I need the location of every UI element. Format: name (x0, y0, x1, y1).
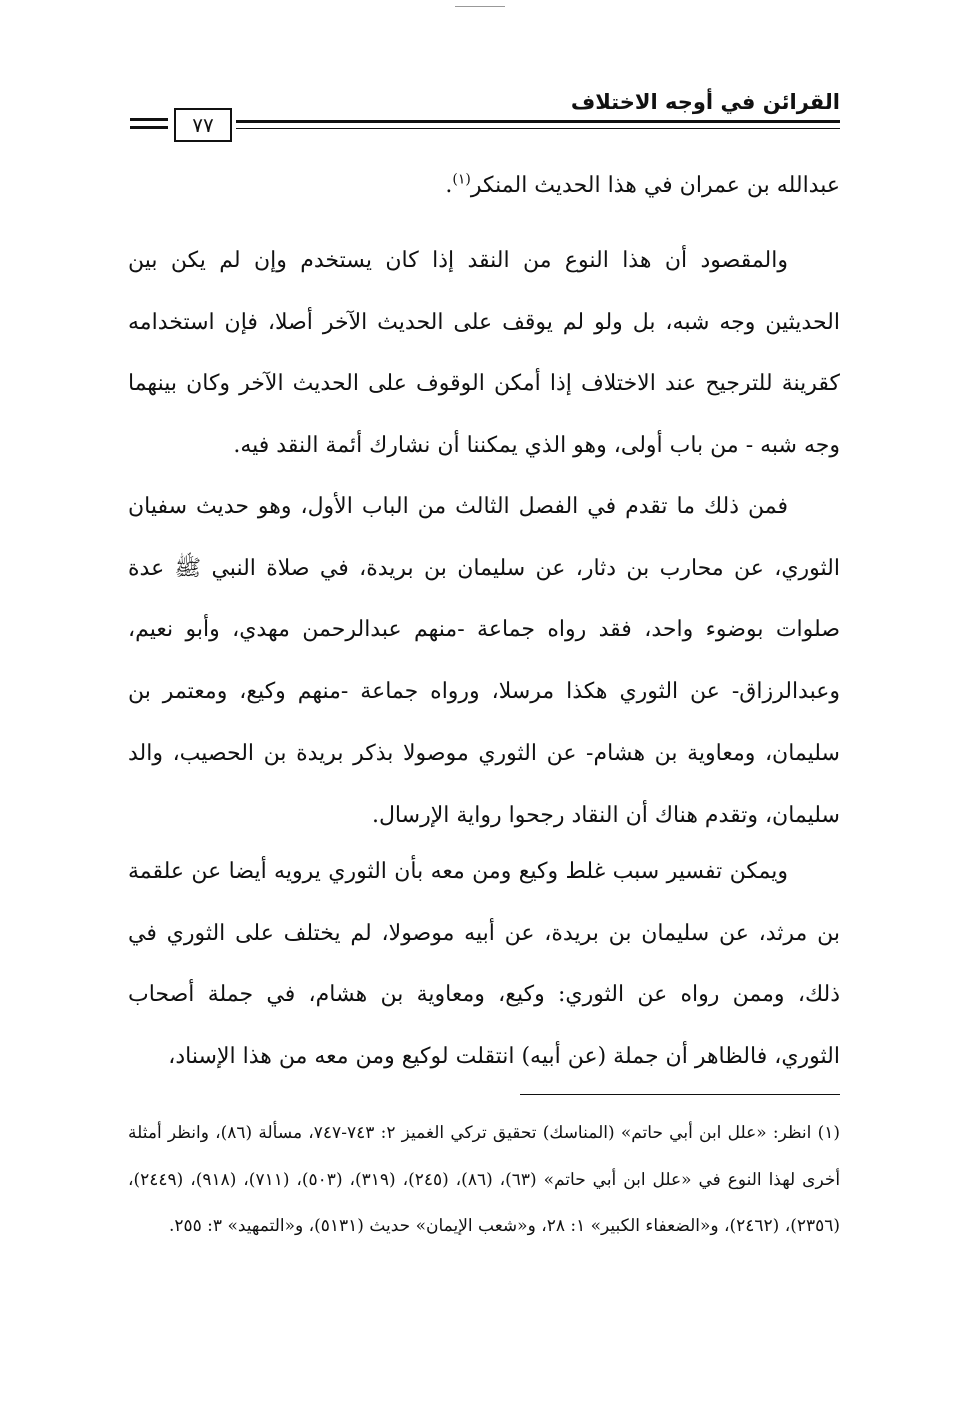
paragraph-3-text: ويمكن تفسير سبب غلط وكيع ومن معه بأن الثوري يرويه أيضا عن علقمة بن مرثد، عن سليمان بن بريدة، عن أبيه موصولا، لم يختلف على الثوري في ذلك، وممن رواه عن الثوري: وكيع، ومعاوية بن هشام، في جملة أصحاب الثوري، فالظاهر أن جملة (عن أبيه) انتقلت لوكيع ومن معه من هذا الإسناد، (128, 859, 840, 1070)
header-rule-left-upper (130, 118, 168, 121)
page-number: ٧٧ (192, 113, 214, 137)
paragraph-1-text: والمقصود أن هذا النوع من النقد إذا كان يستخدم وإن لم يكن بين الحديثين وجه شبه، بل ولو لم يوقف على الحديث الآخر أصلا، فإن استخدامه كقرينة للترجيح عند الاختلاف إذا أمكن الوقوف على الحديث الآخر وكان بينهما وجه شبه - من باب أولى، وهو الذي يمكننا أن نشارك أئمة النقد فيه. (128, 248, 840, 459)
footnote-separator (520, 1094, 840, 1095)
header-rule-right-thin (236, 128, 840, 129)
header-rule-left-lower (130, 126, 168, 129)
footnote-text: (١) انظر: «علل ابن أبي حاتم» (المناسك) تحقيق تركي الغميز ٢: ٧٤٣-٧٤٧، مسألة (٨٦)، وانظر أمثلة أخرى لهذا النوع في «علل ابن أبي حاتم» (٦٣)، (٨٦)، (٢٤٥)، (٣١٩)، (٥٠٣)، (٧١١)، (٩١٨)، (٢٤٤٩)، (٢٣٥٦)، (٢٤٦٢)، و«الضعفاء الكبير» ١: ٢٨، و«شعب الإيمان» حديث (٥١٣١)، و«التمهيد» ٣: ٢٥٥. (128, 1123, 841, 1236)
page-number-box (174, 108, 232, 142)
running-title: القرائن في أوجه الاختلاف (570, 90, 840, 114)
paragraph-0-end: . (445, 173, 453, 198)
paragraph-2-text: فمن ذلك ما تقدم في الفصل الثالث من الباب الأول، وهو حديث سفيان الثوري، عن محارب بن دثار، عن سليمان بن بريدة، في صلاة النبي ﷺ عدة صلوات بوضوء واحد، فقد رواه جماعة -منهم عبدالرحمن مهدي، وأبو نعيم، وعبدالرزاق- عن الثوري هكذا مرسلا، ورواه جماعة -منهم وكيع، ومعتمر بن سليمان، ومعاوية بن هشام- عن الثوري موصولا بذكر بريدة بن الحصيب، والد سليمان، وتقدم هناك أن النقاد رجحوا رواية الإرسال. (128, 494, 841, 828)
paragraph-0-text: عبدالله بن عمران في هذا الحديث المنكر (470, 173, 840, 198)
footnote-reference: (١) (452, 171, 471, 188)
paragraph-continuation (128, 155, 840, 217)
footnote (128, 1110, 840, 1250)
top-edge-mark (455, 6, 505, 7)
paragraph-1 (128, 230, 840, 477)
paragraph-2 (128, 476, 840, 846)
page-header (130, 88, 840, 148)
header-rule-right-thick (236, 120, 840, 123)
paragraph-3 (128, 841, 840, 1088)
